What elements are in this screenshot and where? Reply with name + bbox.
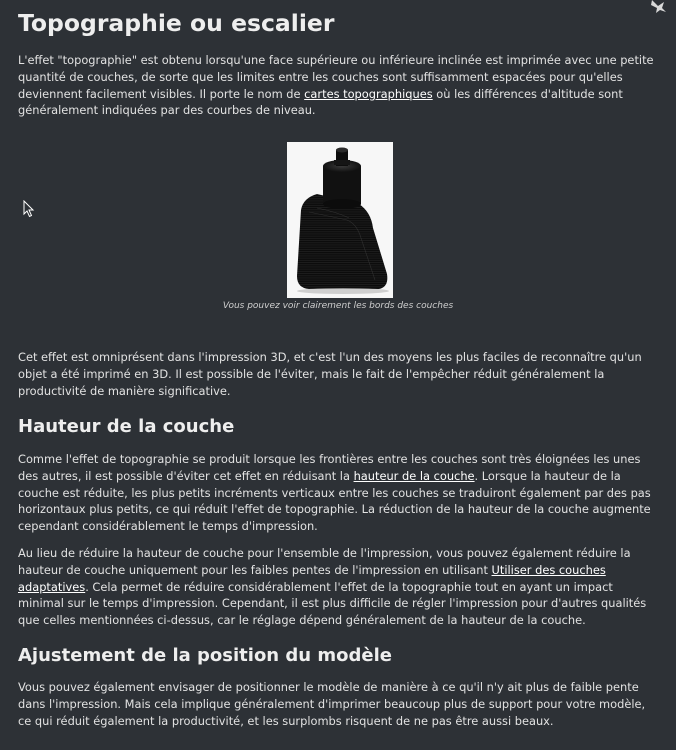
layer-height-p2-before: Au lieu de réduire la hauteur de couche pour l'ensemble de l'impression, vous pouvez également réduire la hauteur de couche uniquement pour les faibles pentes de l'impression en utilisant <box>18 546 631 577</box>
adaptive-layers-link[interactable]: Utiliser des couches adaptatives <box>18 562 606 594</box>
figure-caption: Vous pouvez voir clairement les bords des couches <box>222 301 454 311</box>
layer-height-p2-after: . Cela permet de réduire considérablement l'effet de la topographie tout en ayant un impact minimal sur le temps d'impression. Cependant, il est plus difficile de régler l'impression pour d'autres qualités que celles mentionnées ci-dessus, car le réglage dépend généralement de la hauteur de la couche. <box>18 579 647 628</box>
layer-height-paragraph-2 <box>18 545 662 629</box>
corner-logo-icon <box>648 0 668 14</box>
model-position-heading: Ajustement de la position du modèle <box>18 645 392 666</box>
topographic-maps-link[interactable]: cartes topographiques <box>304 86 433 101</box>
intro-text-after: où les différences d'altitude sont généralement indiquées par des courbes de niveau. <box>18 86 623 118</box>
layer-height-link[interactable]: hauteur de la couche <box>353 468 475 483</box>
topography-figure <box>287 142 393 298</box>
page-title: Topographie ou escalier <box>18 9 335 37</box>
intro-paragraph <box>18 52 662 119</box>
layer-height-heading: Hauteur de la couche <box>18 416 235 437</box>
layer-height-p1-before: Comme l'effet de topographie se produit lorsque les frontières entre les couches sont très éloignées les unes des autres, il est possible d'éviter cet effet en réduisant la <box>18 452 641 483</box>
layer-height-paragraph-1 <box>18 451 662 535</box>
layered-print-photo-icon <box>287 142 393 298</box>
model-position-paragraph: Vous pouvez également envisager de positionner le modèle de manière à ce qu'il n'y ait plus de faible pente dans l'impression. Mais cela implique généralement d'imprimer beaucoup plus de support pour votre modèle, ce qui réduit également la productivité, et les surplombs risquent de ne pas être aussi beaux. <box>18 680 646 728</box>
mouse-cursor-icon <box>23 200 35 218</box>
omnipresent-paragraph: Cet effet est omniprésent dans l'impression 3D, et c'est l'un des moyens les plus faciles de reconnaître qu'un objet a été imprimé en 3D. Il est possible de l'éviter, mais le fait de l'empêcher réduit généralement la productivité de manière significative. <box>18 350 642 398</box>
intro-text-before: L'effet "topographie" est obtenu lorsqu'une face supérieure ou inférieure inclinée est imprimée avec une petite quantité de couches, de sorte que les limites entre les couches sont suffisamment espacées pour qu'elles deviennent facilement visibles. Il porte le nom de <box>18 53 654 101</box>
layer-height-p1-after: . Lorsque la hauteur de la couche est réduite, les plus petits incréments verticaux entre les couches se traduiront également par des pas horizontaux plus petits, ce qui réduit l'effet de topographie. La réduction de la hauteur de la couche augmente cependant considérablement le temps d'impression. <box>18 468 651 534</box>
